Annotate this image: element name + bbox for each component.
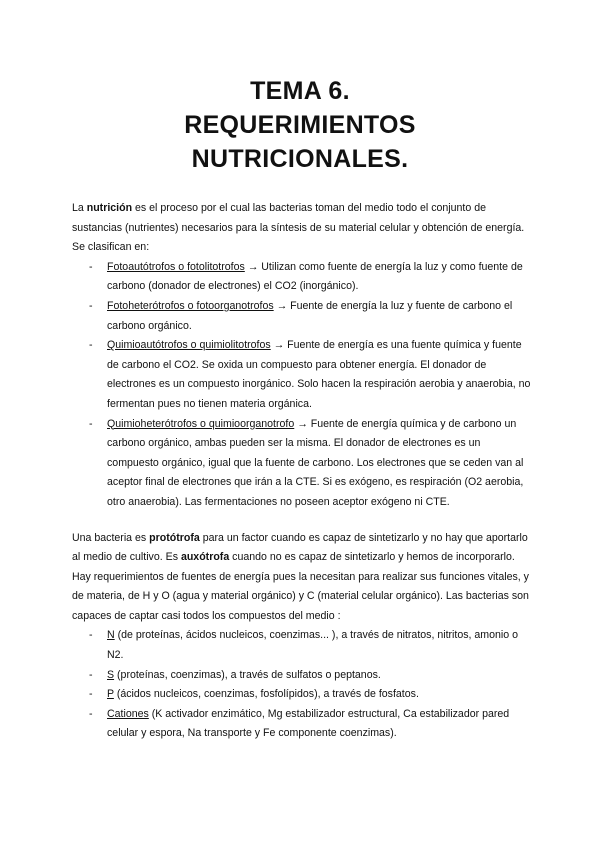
para-text: cuando no es capaz de sintetizarlo y hemos de incorporarlo. Hay requerimientos de fuentes de energía pues la necesitan para realizar sus funciones vitales, y de materia, de H y O (agua y material orgánico) y C (material celular orgánico). Las bacterias son capaces de captar casi todos los compuestos del medio : [72, 551, 529, 622]
list-item-term: N [107, 629, 115, 642]
list-item-term: Fotoheterótrofos o fotoorganotrofos [107, 299, 274, 312]
list-item [72, 415, 532, 513]
list-item [72, 705, 532, 744]
list-item-term: P [107, 688, 114, 701]
list-item [72, 685, 532, 705]
list-item-text: → Fuente de energía química y de carbono un carbono orgánico, ambas pueden ser la misma. El donador de electrones es un compuesto orgánico, igual que la fuente de carbono. Los electrones que se ceden van al aceptor final de electrones que irán a la CTE. Si es exógeno, es respiración (O2 aerobia, otro anaerobia). Las fermentaciones no poseen aceptor exógeno ni CTE. [107, 417, 524, 508]
title-line-1: TEMA 6. [250, 77, 350, 105]
intro-text-end: es el proceso por el cual las bacterias toman del medio todo el conjunto de sustancias (nutrientes) necesarios para la síntesis de su material celular y obtención de energía. Se clasifican en: [72, 202, 525, 254]
list-item-text: (K activador enzimático, Mg estabilizador estructural, Ca estabilizador pared celular y espora, Na transporte y Fe componente coenzimas). [107, 707, 510, 740]
list-item-term: S [107, 668, 115, 681]
list-item [72, 297, 532, 336]
list-item-term: Quimioheterótrofos o quimioorganotrofo [107, 417, 295, 430]
list-item-text: → Fuente de energía es una fuente química y fuente de carbono el CO2. Se oxida un compuesto para obtener energía. El donador de electrones es un compuesto inorgánico. Solo hacen la respiración aerobia y anaerobia, no fermentan pues no tienen materia orgánica. [107, 339, 531, 410]
list-item-term: Quimioautótrofos o quimiolitotrofos [107, 339, 271, 352]
list-item [72, 336, 532, 414]
document-body [72, 199, 532, 744]
list-item-text: → Utilizan como fuente de energía la luz y como fuente de carbono (donador de electrones) el CO2 (inorgánico). [107, 260, 523, 293]
bold-term-auxotrofa: auxótrofa [180, 551, 230, 564]
title-line-2: REQUERIMIENTOS [184, 111, 416, 139]
list-item [72, 666, 532, 686]
list-item-text: (ácidos nucleicos, coenzimas, fosfolípidos), a través de fosfatos. [113, 688, 419, 701]
list-item-text: (proteínas, coenzimas), a través de sulfatos o peptanos. [114, 668, 381, 681]
page-title [0, 74, 600, 176]
intro-paragraph [72, 199, 532, 258]
requirements-paragraph [72, 529, 532, 627]
compounds-list [72, 626, 532, 744]
bold-term-prototrofa: protótrofa [149, 531, 200, 544]
list-item [72, 258, 532, 297]
para-text: Una bacteria es [72, 531, 150, 544]
list-item-term: Fotoautótrofos o fotolitotrofos [107, 260, 245, 273]
para-text: para un factor cuando es capaz de sintetizarlo y no hay que aportarlo al medio de cultivo. Es [72, 531, 528, 564]
intro-bold-term: nutrición [86, 202, 133, 214]
title-line-3: NUTRICIONALES. [191, 145, 409, 173]
nutrition-types-list [72, 258, 532, 513]
list-item-text: (de proteínas, ácidos nucleicos, coenzimas... ), a través de nitratos, nitritos, amonio o N2. [107, 629, 518, 662]
list-item-text: → Fuente de energía la luz y fuente de carbono el carbono orgánico. [107, 299, 513, 332]
intro-text-start: La [72, 202, 87, 214]
list-item-term: Cationes [107, 707, 149, 720]
list-item [72, 626, 532, 665]
